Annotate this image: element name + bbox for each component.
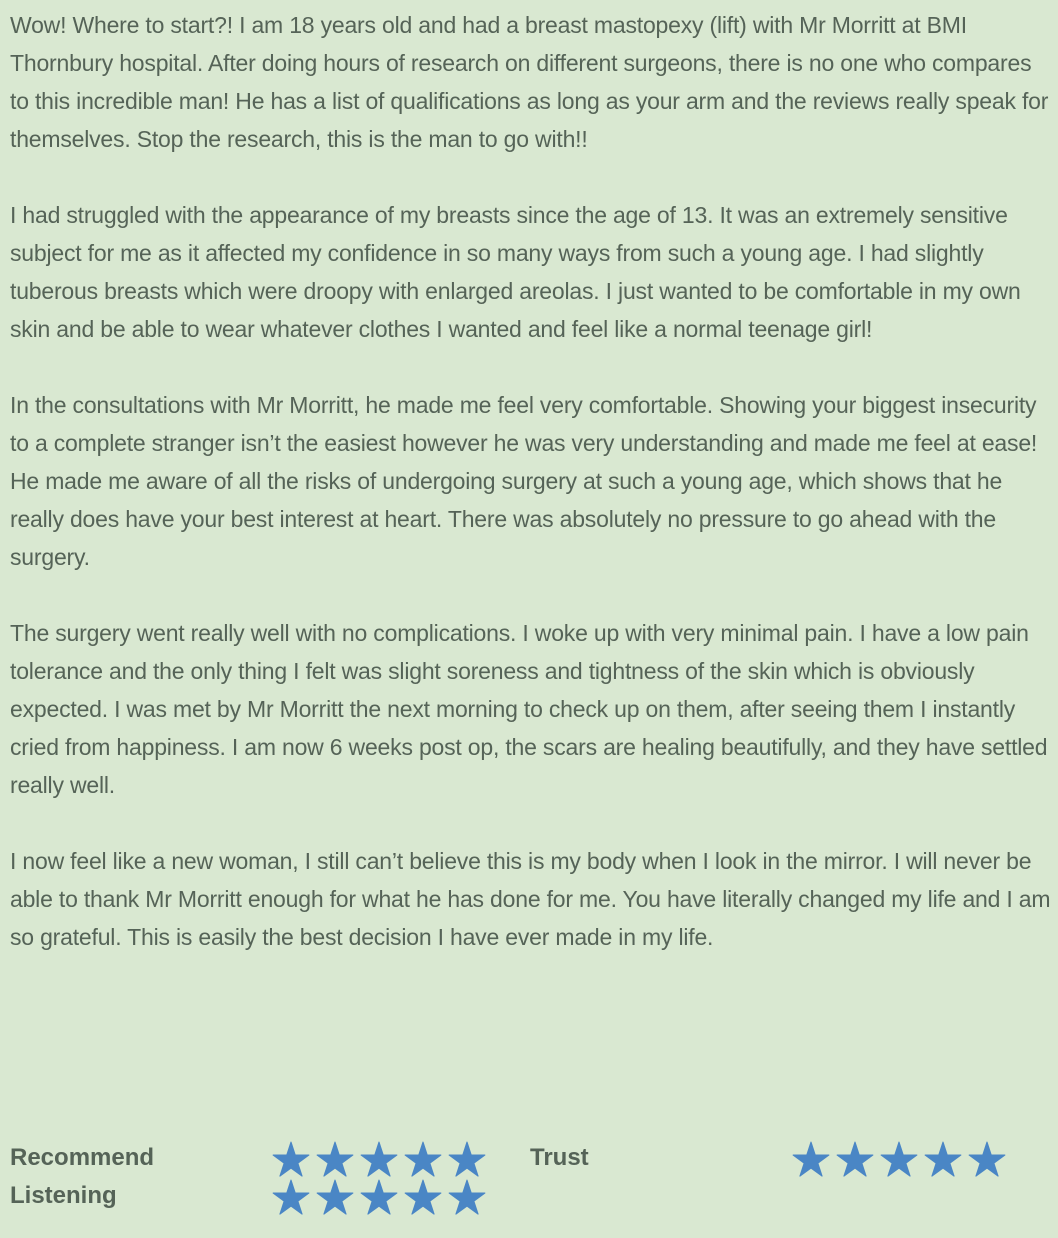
star-icon [880,1141,918,1177]
star-icon [448,1141,486,1177]
star-icon [272,1179,310,1215]
rating-recommend [10,1139,500,1177]
star-icon [924,1141,962,1177]
rating-listening [10,1177,500,1215]
star-icon [360,1141,398,1177]
ratings-section [10,1139,1050,1219]
star-icon [404,1141,442,1177]
star-icon [448,1179,486,1215]
star-icon [792,1141,830,1177]
rating-label-recommend: Recommend [10,1144,155,1171]
review-paragraph-4: The surgery went really well with no complications. I woke up with very minimal pain. I have a low pain tolerance and the only thing I felt was slight soreness and tightness of the skin which is obviously expected. I was met by Mr Morritt the next morning to check up on them, after seeing them I instantly cried from happiness. I am now 6 weeks post op, the scars are healing beautifully, and they have settled really well. [10,620,1048,798]
star-icon [836,1141,874,1177]
star-icon [316,1141,354,1177]
review-text [10,6,1052,994]
star-icon [316,1179,354,1215]
star-rating-listening [272,1179,486,1215]
star-icon [360,1179,398,1215]
rating-label-trust: Trust [530,1144,589,1171]
rating-label-listening: Listening [10,1182,117,1209]
star-icon [968,1141,1006,1177]
star-icon [272,1141,310,1177]
review-paragraph-2: I had struggled with the appearance of my breasts since the age of 13. It was an extremely sensitive subject for me as it affected my confidence in so many ways from such a young age. I had slightly tuberous breasts which were droopy with enlarged areolas. I just wanted to be comfortable in my own skin and be able to wear whatever clothes I wanted and feel like a normal teenage girl! [10,202,1021,342]
star-rating-recommend [272,1141,486,1177]
rating-trust [530,1139,1030,1177]
review-paragraph-1: Wow! Where to start?! I am 18 years old and had a breast mastopexy (lift) with Mr Morritt at BMI Thornbury hospital. After doing hours of research on different surgeons, there is no one who compares to this incredible man! He has a list of qualifications as long as your arm and the reviews really speak for themselves. Stop the research, this is the man to go with!! [10,12,1049,152]
star-rating-trust [792,1141,1006,1177]
review-paragraph-5: I now feel like a new woman, I still can’t believe this is my body when I look in the mirror. I will never be able to thank Mr Morritt enough for what he has done for me. You have literally changed my life and I am so grateful. This is easily the best decision I have ever made in my life. [10,848,1051,950]
star-icon [404,1179,442,1215]
review-paragraph-3: In the consultations with Mr Morritt, he made me feel very comfortable. Showing your biggest insecurity to a complete stranger isn’t the easiest however he was very understanding and made me feel at ease! He made me aware of all the risks of undergoing surgery at such a young age, which shows that he really does have your best interest at heart. There was absolutely no pressure to go ahead with the surgery. [10,392,1038,570]
